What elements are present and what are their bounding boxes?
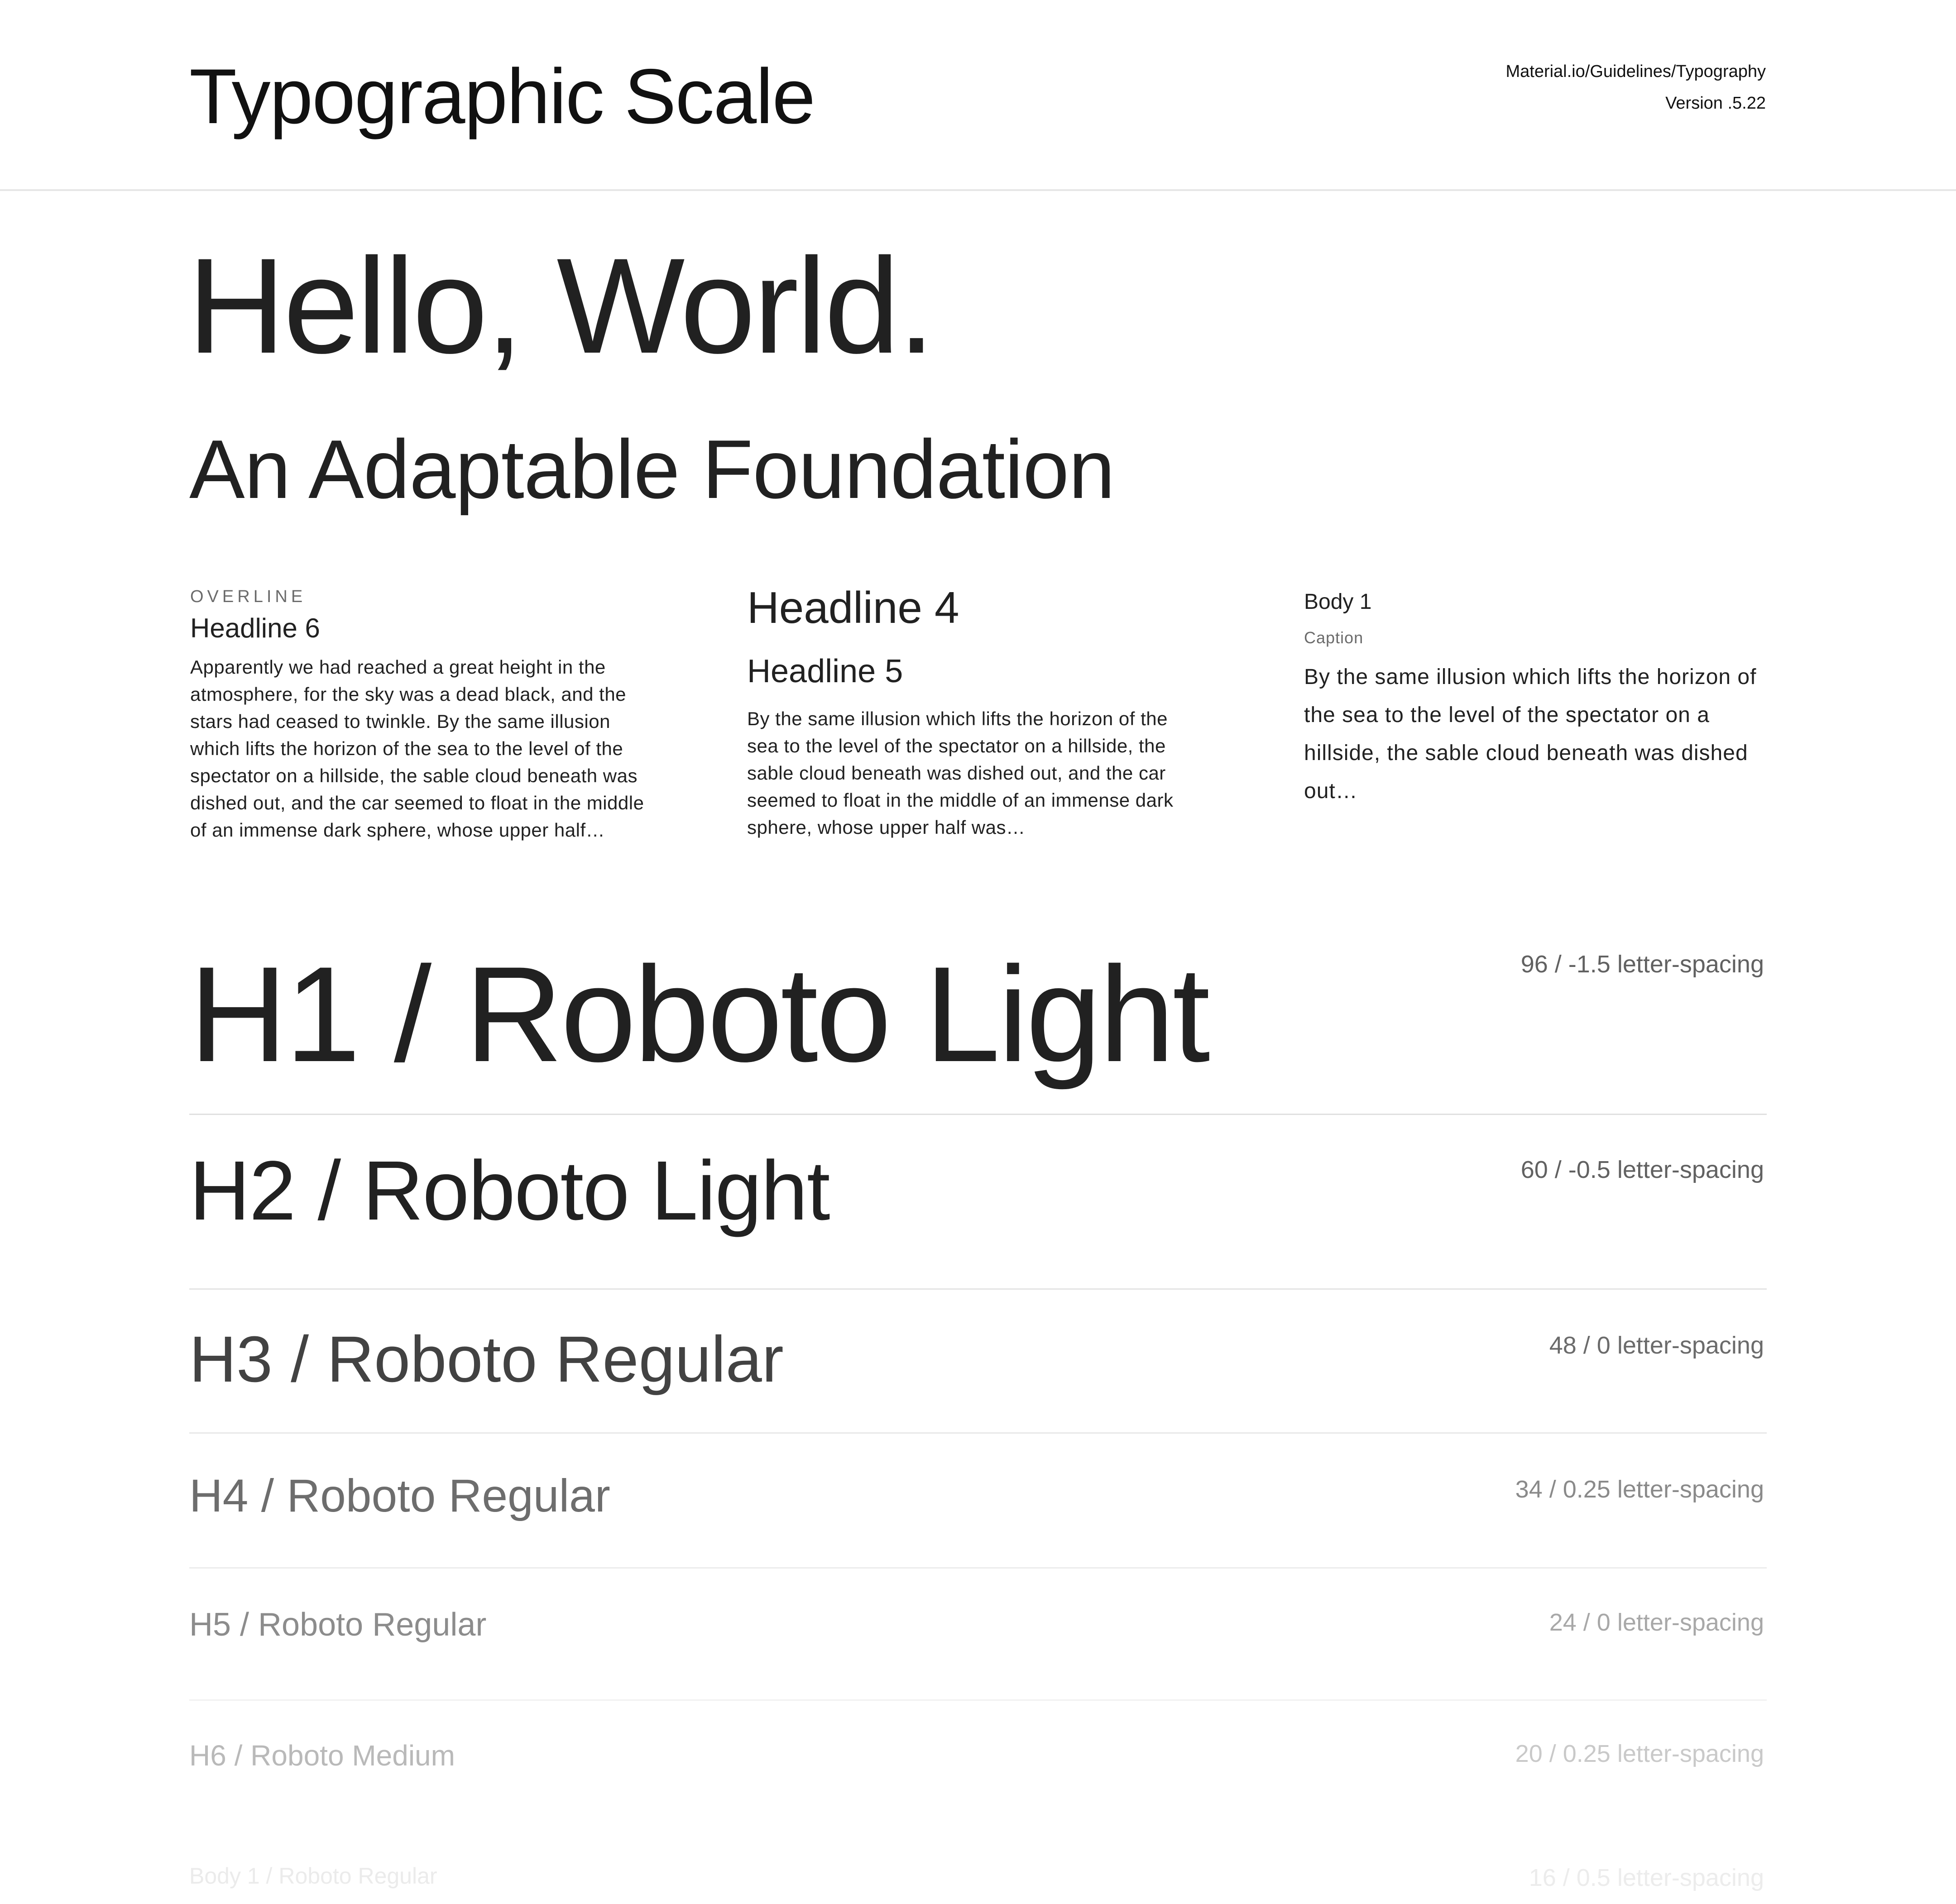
row-divider — [189, 1699, 1767, 1701]
header-divider — [0, 189, 1956, 191]
headline-6-sample: Headline 6 — [190, 613, 320, 643]
scale-row-h5-spec: 24 / 0 letter-spacing — [1549, 1609, 1764, 1636]
headline-5-sample: Headline 5 — [747, 653, 903, 689]
scale-row-h2-name: H2 / Roboto Light — [189, 1144, 829, 1238]
scale-row-h3-spec: 48 / 0 letter-spacing — [1549, 1332, 1764, 1359]
scale-row-h4-name: H4 / Roboto Regular — [189, 1470, 610, 1521]
version-label: Version .5.22 — [1665, 94, 1766, 113]
body-2-sample-text: Apparently we had reached a great height in the atmosphere, for the sky was a dead black, and the stars had ceased to twinkle. By the same illusion which lifts the horizon of the sea to the level of the spectator on a hillside, the sable cloud beneath was dished out, and the car seemed to float in the middle of an immense dark sphere, whose upper half… — [190, 656, 644, 841]
body-2-sample-text-col2: By the same illusion which lifts the horizon of the sea to the level of the spectator on a hillside, the sable cloud beneath was dished out, and the car seemed to float in the middle of an immense dark sphere, whose upper half was… — [747, 708, 1174, 838]
scale-row-h6-spec: 20 / 0.25 letter-spacing — [1515, 1740, 1764, 1767]
scale-row-h5-name: H5 / Roboto Regular — [189, 1607, 487, 1643]
guidelines-source: Material.io/Guidelines/Typography — [1505, 62, 1766, 81]
scale-row-h1-name: H1 / Roboto Light — [189, 938, 1208, 1090]
body-1-sample: Body 1 — [1304, 590, 1372, 614]
page-title: Typographic Scale — [189, 53, 815, 140]
row-divider — [189, 1288, 1767, 1290]
scale-row-h3-name: H3 / Roboto Regular — [189, 1323, 784, 1396]
scale-row-h6-name: H6 / Roboto Medium — [189, 1739, 455, 1772]
hero-subtitle: An Adaptable Foundation — [189, 422, 1115, 516]
scale-row-body1-spec: 16 / 0.5 letter-spacing — [1529, 1864, 1764, 1891]
hero-display-text: Hello, World. — [187, 230, 933, 382]
body-1-sample-text: By the same illusion which lifts the horizon of the sea to the level of the spectator on a hillside, the sable cloud beneath was dished out… — [1304, 665, 1757, 803]
scale-row-h1-spec: 96 / -1.5 letter-spacing — [1520, 951, 1764, 978]
row-divider — [189, 1567, 1767, 1569]
overline-sample: OVERLINE — [190, 587, 307, 606]
scale-row-h2-spec: 60 / -0.5 letter-spacing — [1520, 1156, 1764, 1183]
row-divider — [189, 1432, 1767, 1434]
row-divider — [189, 1114, 1767, 1115]
scale-row-h4-spec: 34 / 0.25 letter-spacing — [1515, 1476, 1764, 1503]
caption-sample: Caption — [1304, 628, 1364, 647]
headline-4-sample: Headline 4 — [747, 583, 959, 632]
scale-row-body1-name: Body 1 / Roboto Regular — [189, 1863, 437, 1889]
